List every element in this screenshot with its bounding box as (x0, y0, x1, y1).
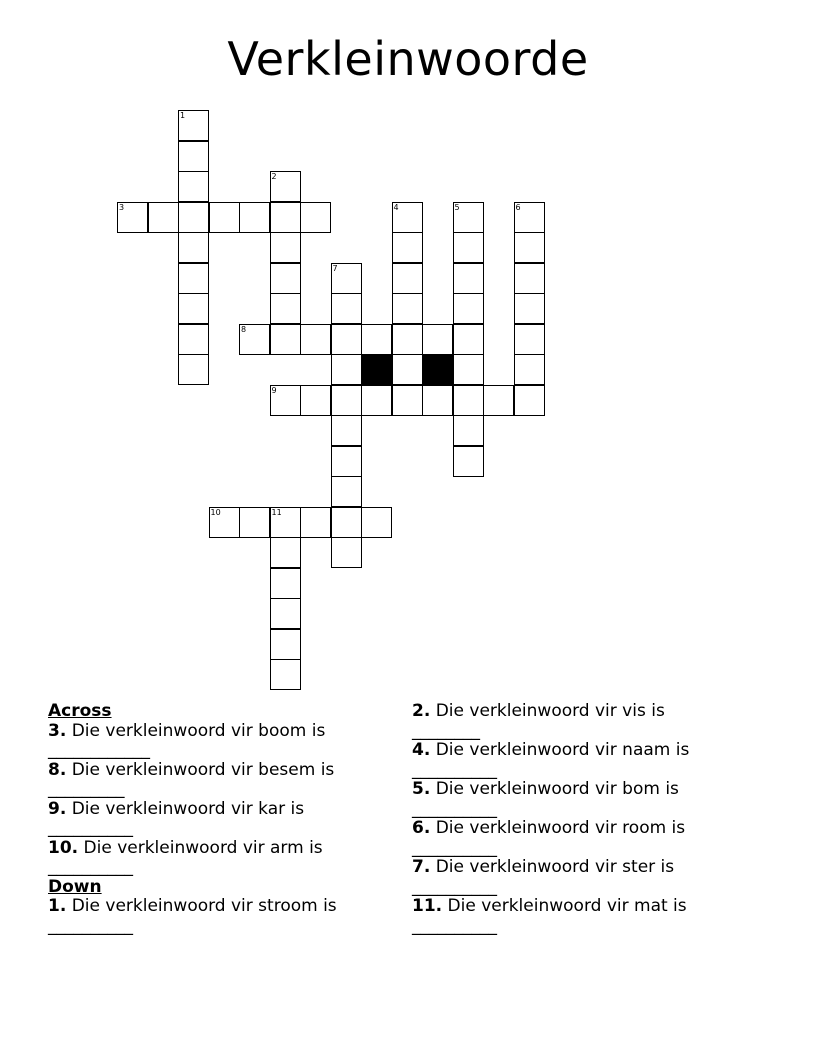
grid-cell[interactable] (270, 507, 301, 538)
clue-number: 8. (48, 759, 67, 780)
down-heading: Down (48, 876, 102, 897)
clue-number: 11. (412, 896, 443, 916)
grid-cell[interactable] (453, 263, 484, 294)
grid-cell[interactable] (392, 232, 423, 263)
grid-cell[interactable] (178, 293, 209, 324)
grid-cell[interactable] (178, 141, 209, 172)
grid-cell[interactable] (392, 324, 423, 355)
grid-cell[interactable] (178, 202, 209, 233)
clue-item (412, 897, 752, 936)
grid-cell[interactable] (178, 171, 209, 202)
across-heading: Across (48, 701, 112, 721)
clue-number: 9. (48, 798, 67, 819)
clue-number: 3. (48, 720, 67, 741)
grid-cell[interactable] (514, 354, 545, 385)
right-clue-list (412, 702, 752, 936)
grid-cell[interactable] (392, 385, 423, 416)
grid-cell[interactable] (331, 324, 362, 355)
clue-number: 7. (412, 857, 431, 877)
clue-number: 1. (48, 896, 67, 916)
grid-cell[interactable] (270, 629, 301, 660)
grid-cell[interactable] (270, 598, 301, 629)
clue-text: Die verkleinwoord vir mat is (442, 896, 687, 916)
clue-item (412, 780, 752, 819)
clue-number-label: 1 (180, 111, 186, 120)
grid-cell[interactable] (392, 293, 423, 324)
clue-item (48, 897, 393, 936)
grid-cell[interactable] (331, 354, 362, 385)
grid-cell[interactable] (453, 293, 484, 324)
grid-cell[interactable] (239, 324, 270, 355)
grid-cell[interactable] (514, 293, 545, 324)
grid-cell[interactable] (361, 385, 392, 416)
answer-blank[interactable]: __________ (412, 876, 497, 897)
clue-item (48, 839, 393, 878)
clue-text: Die verkleinwoord vir boom is (66, 720, 326, 741)
grid-cell[interactable] (300, 324, 331, 355)
clue-text: Die verkleinwoord vir ster is (430, 857, 675, 877)
clue-text: Die verkleinwoord vir naam is (430, 740, 690, 760)
grid-cell[interactable] (361, 507, 392, 538)
clue-text: Die verkleinwoord vir arm is (78, 837, 323, 858)
clue-text: Die verkleinwoord vir besem is (66, 759, 335, 780)
answer-blank[interactable]: __________ (412, 759, 497, 780)
grid-cell[interactable] (392, 354, 423, 385)
clue-number: 2. (412, 701, 431, 721)
grid-cell[interactable] (300, 202, 331, 233)
clues-right-column (412, 702, 752, 936)
grid-cell[interactable] (514, 202, 545, 233)
grid-cell[interactable] (453, 415, 484, 446)
grid-cell[interactable] (270, 202, 301, 233)
clue-number-label: 10 (210, 507, 221, 517)
grid-block-cell (361, 354, 392, 385)
clue-text: Die verkleinwoord vir bom is (430, 779, 679, 799)
answer-blank[interactable]: ________ (412, 720, 480, 741)
grid-cell[interactable] (270, 537, 301, 568)
grid-cell[interactable] (270, 232, 301, 263)
grid-cell[interactable] (270, 293, 301, 324)
clue-number: 4. (412, 740, 431, 760)
answer-blank[interactable]: __________ (48, 915, 133, 936)
clue-item (412, 819, 752, 858)
grid-cell[interactable] (270, 659, 301, 690)
grid-cell[interactable] (331, 537, 362, 568)
clue-number: 6. (412, 818, 431, 838)
grid-cell[interactable] (239, 202, 270, 233)
grid-cell[interactable] (331, 507, 362, 538)
grid-cell[interactable] (178, 324, 209, 355)
answer-blank[interactable]: __________ (48, 818, 133, 838)
grid-cell[interactable] (300, 507, 331, 538)
clue-number: 5. (412, 779, 431, 799)
answer-blank[interactable]: __________ (412, 837, 497, 858)
clue-item (48, 761, 393, 800)
grid-cell[interactable] (483, 385, 514, 416)
grid-cell[interactable] (331, 415, 362, 446)
grid-cell[interactable] (453, 354, 484, 385)
clue-number-label: 6 (515, 202, 521, 212)
grid-block-cell (422, 354, 453, 385)
clue-number: 10. (48, 837, 79, 858)
clue-item (412, 702, 752, 741)
clue-item (48, 722, 393, 761)
grid-cell[interactable] (422, 324, 453, 355)
clue-number-label: 2 (271, 172, 277, 181)
answer-blank[interactable]: __________ (412, 915, 497, 936)
grid-cell[interactable] (453, 446, 484, 477)
grid-cell[interactable] (270, 324, 301, 355)
grid-cell[interactable] (331, 446, 362, 477)
clues-left-column (48, 702, 393, 936)
grid-cell[interactable] (270, 263, 301, 294)
grid-cell[interactable] (209, 202, 240, 233)
answer-blank[interactable]: ____________ (48, 740, 150, 760)
grid-cell[interactable] (178, 232, 209, 263)
grid-cell[interactable] (300, 385, 331, 416)
clue-item (412, 741, 752, 780)
answer-blank[interactable]: __________ (48, 857, 133, 877)
grid-cell[interactable] (514, 324, 545, 355)
grid-cell[interactable] (148, 202, 179, 233)
clue-number-label: 4 (393, 202, 399, 212)
down-clue-list (48, 897, 393, 936)
grid-cell[interactable] (392, 202, 423, 233)
clue-number-label: 9 (271, 385, 277, 395)
grid-cell[interactable] (331, 293, 362, 324)
clue-item (412, 858, 752, 897)
clue-number-label: 7 (332, 263, 338, 273)
clue-number-label: 5 (454, 202, 460, 212)
grid-cell[interactable] (178, 263, 209, 294)
grid-cell[interactable] (270, 385, 301, 416)
grid-cell[interactable] (392, 263, 423, 294)
clue-text: Die verkleinwoord vir stroom is (66, 896, 337, 916)
grid-cell[interactable] (453, 232, 484, 263)
clue-number-label: 8 (241, 324, 247, 334)
grid-cell[interactable] (331, 385, 362, 416)
grid-cell[interactable] (361, 324, 392, 355)
grid-cell[interactable] (270, 171, 301, 202)
answer-blank[interactable]: _________ (48, 779, 125, 799)
clue-text: Die verkleinwoord vir room is (430, 818, 686, 838)
clue-text: Die verkleinwoord vir vis is (430, 701, 665, 721)
grid-cell[interactable] (239, 507, 270, 538)
grid-cell[interactable] (331, 263, 362, 294)
grid-cell[interactable] (270, 568, 301, 599)
clue-number-label: 3 (119, 202, 125, 212)
grid-cell[interactable] (453, 324, 484, 355)
grid-cell[interactable] (453, 202, 484, 233)
clue-number-label: 11 (271, 507, 282, 517)
grid-cell[interactable] (514, 385, 545, 416)
grid-cell[interactable] (422, 385, 453, 416)
grid-cell[interactable] (209, 507, 240, 538)
clue-text: Die verkleinwoord vir kar is (66, 798, 305, 819)
grid-cell[interactable] (178, 354, 209, 385)
grid-cell[interactable] (178, 110, 209, 141)
clue-item (48, 800, 393, 839)
page-title: Verkleinwoorde (227, 32, 589, 86)
grid-cell[interactable] (117, 202, 148, 233)
across-clue-list (48, 722, 393, 878)
grid-cell[interactable] (514, 263, 545, 294)
answer-blank[interactable]: __________ (412, 798, 497, 819)
grid-cell[interactable] (331, 476, 362, 507)
grid-cell[interactable] (453, 385, 484, 416)
grid-cell[interactable] (514, 232, 545, 263)
